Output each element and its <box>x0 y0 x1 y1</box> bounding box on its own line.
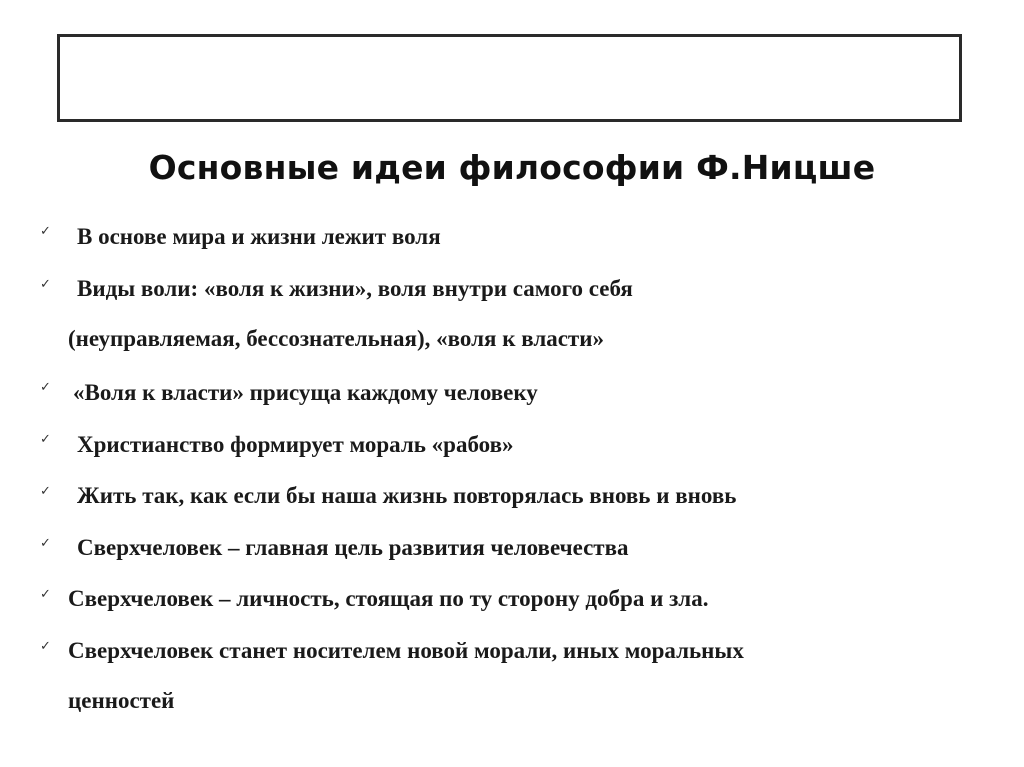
checkmark-icon: ✓ <box>40 432 51 447</box>
list-item-text: Сверхчеловек – личность, стоящая по ту сторону добра и зла. <box>68 586 709 611</box>
list-item-text: Христианство формирует мораль «рабов» <box>77 432 514 457</box>
slide-title: Основные идеи философии Ф.Ницше <box>148 148 876 187</box>
checkmark-icon: ✓ <box>40 484 51 499</box>
checkmark-icon: ✓ <box>40 224 51 239</box>
list-item-text: Сверхчеловек – главная цель развития человечества <box>77 535 629 560</box>
list-item-text: Сверхчеловек станет носителем новой морали, иных моральных <box>68 638 744 663</box>
checkmark-icon: ✓ <box>40 639 51 654</box>
list-item-continuation: (неуправляемая, бессознательная), «воля к власти» <box>68 326 604 351</box>
checkmark-icon: ✓ <box>40 380 51 395</box>
checkmark-icon: ✓ <box>40 587 51 602</box>
checkmark-icon: ✓ <box>40 536 51 551</box>
list-item-text: Жить так, как если бы наша жизнь повторялась вновь и вновь <box>77 483 737 508</box>
checkmark-icon: ✓ <box>40 277 51 292</box>
list-item-continuation: ценностей <box>68 688 175 713</box>
list-item-text: Виды воли: «воля к жизни», воля внутри самого себя <box>77 276 633 301</box>
list-item-text: В основе мира и жизни лежит воля <box>77 224 441 249</box>
list-item-text: «Воля к власти» присуща каждому человеку <box>73 380 538 405</box>
